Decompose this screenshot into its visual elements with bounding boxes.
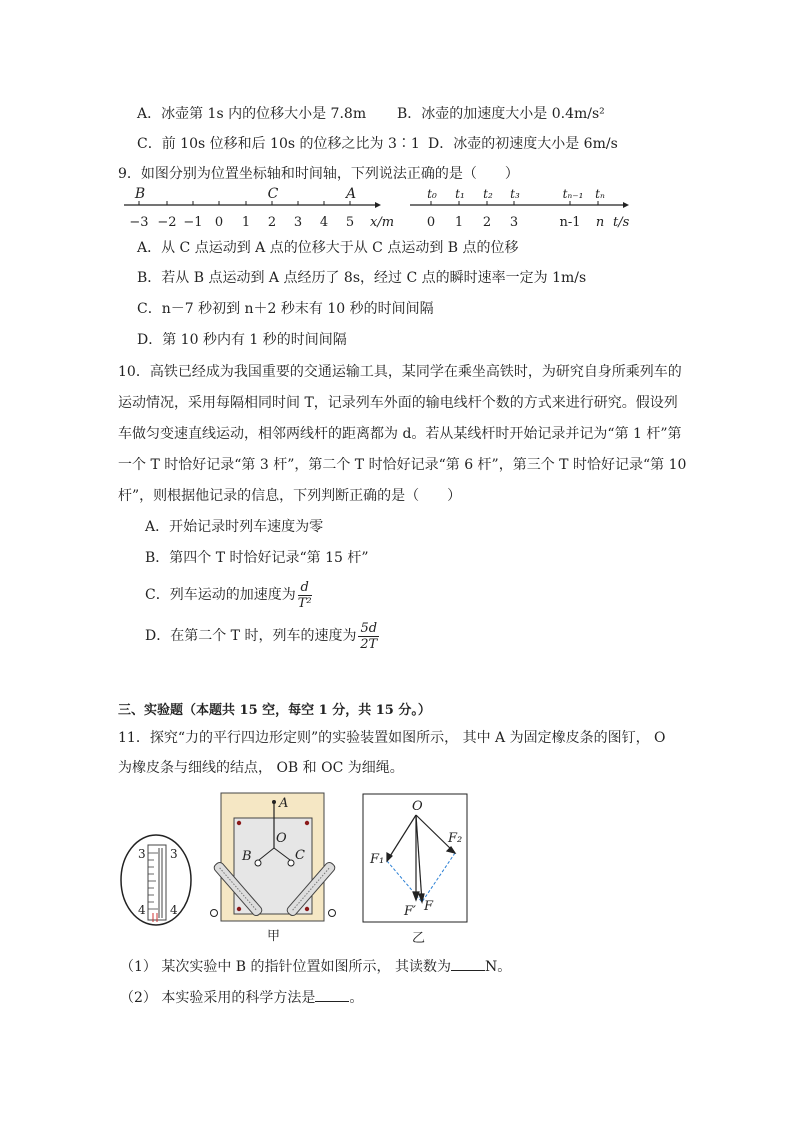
point-a: A xyxy=(345,187,357,202)
q11-line-2: 为橡皮条与细线的结点， OB 和 OC 为细绳。 xyxy=(118,760,404,776)
label-a: A xyxy=(279,796,289,811)
q11-sub-1-text: （1） 某次实验中 B 的指针位置如图所示， 其读数为 xyxy=(120,959,451,975)
q10-option-d xyxy=(145,619,379,653)
pos-tick-1: −2 xyxy=(157,215,177,230)
scale-mark-right-3: 3 xyxy=(170,847,178,861)
q10-option-a: A．开始记录时列车速度为零 xyxy=(145,519,324,535)
q10-c-numerator: d xyxy=(298,580,312,596)
q10-d-denominator: 2T xyxy=(360,636,378,652)
q10-option-d-fraction xyxy=(358,621,379,652)
q11-sub-2-blank[interactable] xyxy=(315,987,349,1002)
q8-option-c: C．前 10s 位移和后 10s 的位移之比为 3∶1 xyxy=(137,136,420,152)
q8-option-a: A．冰壶第 1s 内的位移大小是 7.8m xyxy=(137,106,367,122)
time-label-5: tₙ xyxy=(595,187,605,201)
q9-option-c: C．n－7 秒初到 n＋2 秒末有 10 秒的时间间隔 xyxy=(137,301,434,317)
q10-option-c-text: C．列车运动的加速度为 xyxy=(145,587,296,603)
caption-yi: 乙 xyxy=(412,931,426,946)
scale-mark-right-4: 4 xyxy=(170,903,178,917)
q11-sub-1-blank[interactable] xyxy=(451,956,485,971)
pos-tick-5: 2 xyxy=(267,215,277,230)
time-tick-1: 1 xyxy=(454,215,464,230)
time-label-2: t₂ xyxy=(483,187,493,201)
force-label-f1: F₁ xyxy=(370,852,385,867)
force-label-o: O xyxy=(412,799,423,814)
q8-option-b: B．冰壶的加速度大小是 0.4m/s² xyxy=(397,106,605,122)
label-o: O xyxy=(276,831,287,846)
pos-tick-8: 5 xyxy=(345,215,355,230)
time-label-0: t₀ xyxy=(427,187,437,201)
scale-mark-left-4: 4 xyxy=(138,903,146,917)
q11-line-1: 11．探究“力的平行四边形定则”的实验装置如图所示， 其中 A 为固定橡皮条的图钉， O xyxy=(118,730,666,746)
scale-mark-left-3: 3 xyxy=(138,847,146,861)
time-tick-3: 3 xyxy=(509,215,519,230)
pos-tick-2: −1 xyxy=(183,215,203,230)
pos-tick-4: 1 xyxy=(241,215,251,230)
q10-option-c xyxy=(145,578,312,612)
q10-d-numerator: 5d xyxy=(360,620,378,636)
time-tick-5: n xyxy=(595,215,605,230)
q11-sub-2 xyxy=(120,987,363,1008)
time-label-4: tₙ₋₁ xyxy=(562,187,584,201)
q8-option-d: D．冰壶的初速度大小是 6m/s xyxy=(428,136,618,152)
q10-line-5: 杆”，则根据他记录的信息，下列判断正确的是（ ） xyxy=(118,488,462,504)
time-label-3: t₃ xyxy=(510,187,520,201)
pos-tick-0: −3 xyxy=(129,215,149,230)
q10-line-3: 车做匀变速直线运动，相邻两线杆的距离都为 d。若从某线杆时开始记录并记为“第 1 杆”第 xyxy=(118,426,682,442)
q9-option-a: A．从 C 点运动到 A 点的位移大于从 C 点运动到 B 点的位移 xyxy=(137,240,519,256)
time-tick-2: 2 xyxy=(482,215,492,230)
time-unit: t/s xyxy=(613,215,630,230)
time-label-1: t₁ xyxy=(455,187,465,201)
caption-jia: 甲 xyxy=(267,929,281,944)
q9-option-d: D．第 10 秒内有 1 秒的时间间隔 xyxy=(137,332,347,348)
pos-tick-3: 0 xyxy=(214,215,224,230)
point-b: B xyxy=(134,187,146,202)
q10-option-b: B．第四个 T 时恰好记录“第 15 杆” xyxy=(145,550,369,566)
force-label-f2: F₂ xyxy=(448,831,463,846)
pos-tick-6: 3 xyxy=(293,215,303,230)
q10-option-d-text: D．在第二个 T 时，列车的速度为 xyxy=(145,628,357,644)
time-tick-0: 0 xyxy=(426,215,436,230)
q11-sub-1 xyxy=(120,956,511,977)
q10-line-2: 运动情况，采用每隔相同时间 T，记录列车外面的输电线杆个数的方式来进行研究。假设列 xyxy=(118,395,678,411)
q10-line-1: 10．高铁已经成为我国重要的交通运输工具，某同学在乘坐高铁时，为研究自身所乘列车的 xyxy=(118,364,682,380)
q10-line-4: 一个 T 时恰好记录“第 3 杆”，第二个 T 时恰好记录“第 6 杆”，第三个 T 时恰好记录“第 10 xyxy=(118,457,687,473)
pos-unit: x/m xyxy=(370,215,395,230)
force-label-f-prime: F′ xyxy=(404,904,416,919)
q11-sub-1-unit: N。 xyxy=(485,959,512,975)
q10-option-c-fraction xyxy=(298,580,312,611)
force-label-f: F xyxy=(424,899,434,914)
q9-axes-figure xyxy=(118,187,638,231)
label-c: C xyxy=(295,848,305,863)
label-b: B xyxy=(242,849,252,864)
q11-sub-2-text: （2） 本实验采用的科学方法是 xyxy=(120,990,316,1006)
figure-jia xyxy=(118,790,338,945)
figure-yi xyxy=(360,792,472,947)
q11-sub-2-end: 。 xyxy=(349,990,364,1006)
point-c: C xyxy=(267,187,279,202)
pos-tick-7: 4 xyxy=(319,215,329,230)
q9-option-b: B．若从 B 点运动到 A 点经历了 8s，经过 C 点的瞬时速率一定为 1m/s xyxy=(137,270,587,286)
section-3-title: 三、实验题（本题共 15 空，每空 1 分，共 15 分。） xyxy=(118,703,431,718)
time-tick-4: n-1 xyxy=(559,215,581,230)
q9-stem: 9．如图分别为位置坐标轴和时间轴，下列说法正确的是（ ） xyxy=(118,166,519,182)
q10-c-denominator: T² xyxy=(297,595,312,611)
